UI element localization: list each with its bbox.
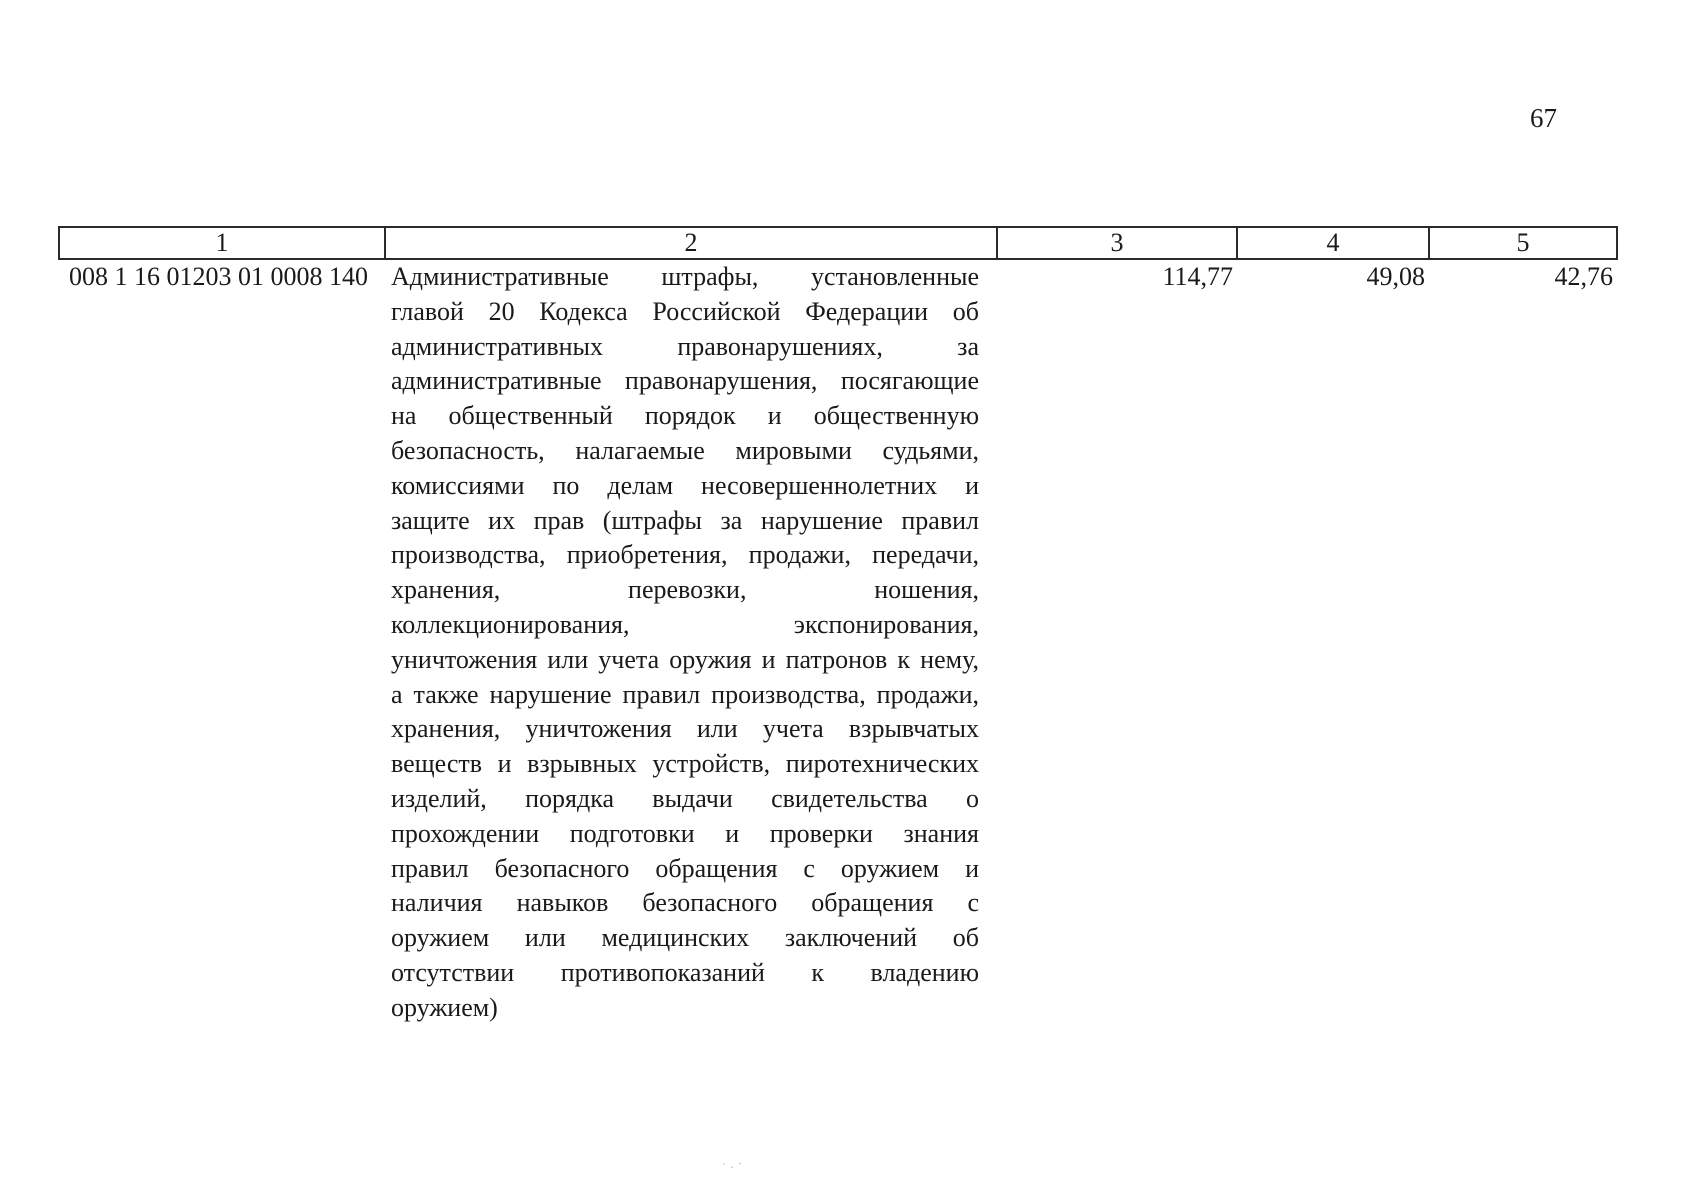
description-line: изделий, порядка выдачи свидетельства о: [391, 783, 979, 813]
description-line: хранения, перевозки, ношения,: [391, 575, 979, 605]
column-header-5: 5: [1429, 227, 1617, 259]
description-line: на общественный порядок и общественную: [391, 401, 979, 431]
description-line: оружием или медицинских заключений об: [391, 923, 979, 953]
description-line: коллекционирования, экспонирования,: [391, 609, 979, 639]
description-line: защите их прав (штрафы за нарушение правил: [391, 505, 979, 535]
description-line: наличия навыков безопасного обращения с: [391, 888, 979, 918]
description-line: комиссиями по делам несовершеннолетних и: [391, 470, 979, 500]
budget-classification-code: 008 1 16 01203 01 0008 140: [69, 262, 368, 291]
scan-artifact: ˙·ˋ: [722, 1160, 746, 1174]
description-line: правил безопасного обращения с оружием и: [391, 853, 979, 883]
description-line: прохождении подготовки и проверки знания: [391, 818, 979, 848]
description-line: административных правонарушениях, за: [391, 331, 979, 361]
description-line: веществ и взрывных устройств, пиротехнических: [391, 749, 979, 779]
page-number: 67: [1530, 103, 1557, 133]
column-header-1: 1: [59, 227, 385, 259]
description-line: отсутствии противопоказаний к владению: [391, 957, 979, 987]
column-header-2: 2: [385, 227, 997, 259]
table-row: [59, 259, 1617, 1026]
description-line: административные правонарушения, посягающие: [391, 366, 979, 396]
value-column-5: 42,76: [1554, 262, 1613, 291]
budget-revenue-table: [58, 226, 1618, 1026]
column-header-3: 3: [997, 227, 1237, 259]
revenue-description: [385, 259, 997, 1026]
value-column-3: 114,77: [1162, 262, 1233, 291]
value-column-4: 49,08: [1366, 262, 1425, 291]
description-line: уничтожения или учета оружия и патронов к нему,: [391, 644, 979, 674]
description-line: производства, приобретения, продажи, передачи,: [391, 540, 979, 570]
description-line: а также нарушение правил производства, продажи,: [391, 679, 979, 709]
description-line: хранения, уничтожения или учета взрывчатых: [391, 714, 979, 744]
description-line: главой 20 Кодекса Российской Федерации об: [391, 296, 979, 326]
description-line: оружием): [391, 992, 498, 1022]
column-header-4: 4: [1237, 227, 1429, 259]
table-header-row: [59, 227, 1617, 259]
description-line: безопасность, налагаемые мировыми судьями,: [391, 435, 979, 465]
description-line: Административные штрафы, установленные: [391, 262, 979, 291]
